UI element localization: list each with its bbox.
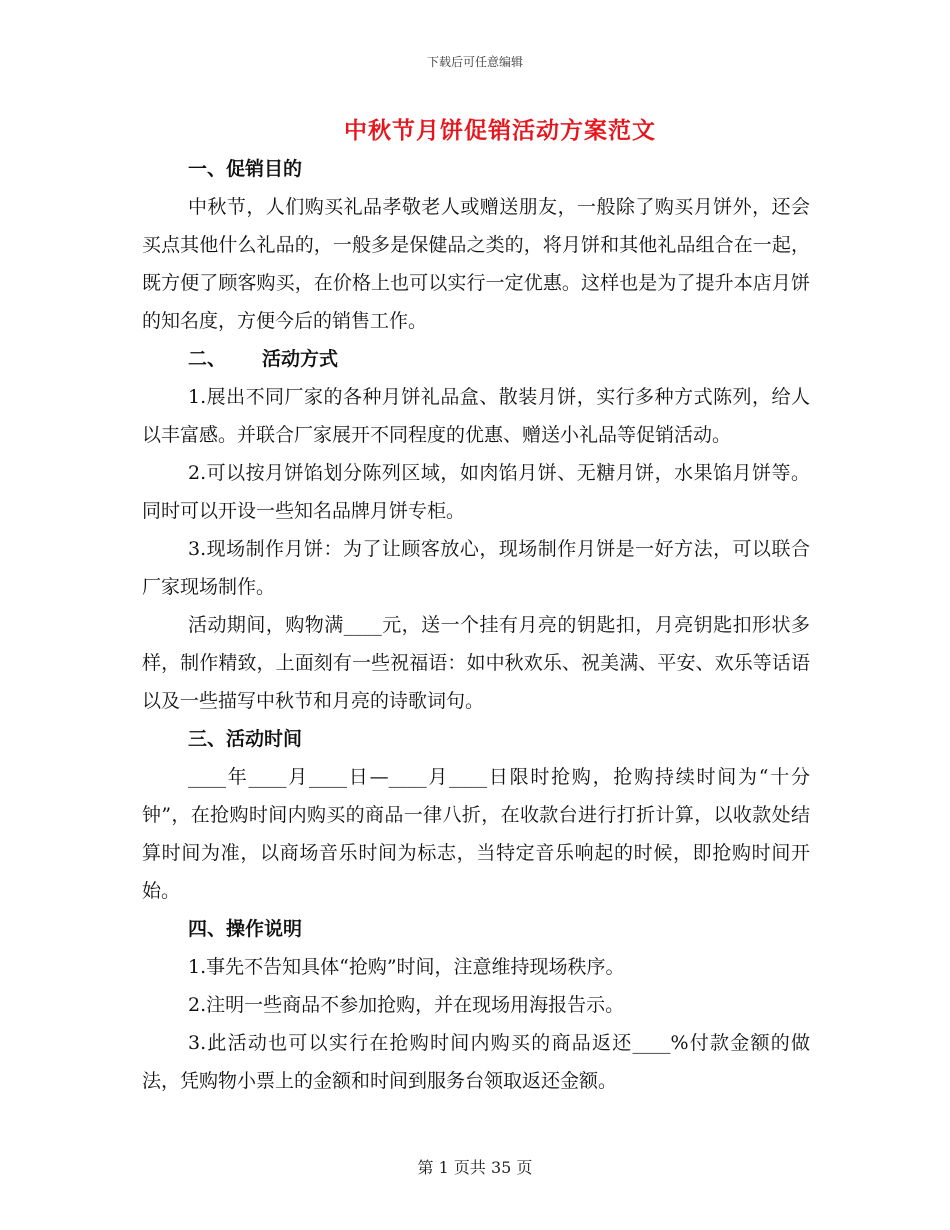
section-heading-4: 四、操作说明 [188,918,303,940]
section-heading-text: 活动方式 [262,348,339,370]
paragraph: 3.现场制作月饼：为了让顾客放心，现场制作月饼是一好方法，可以联合厂家现场制作。 [142,538,810,598]
section-heading-number: 二、 [188,348,227,370]
section-heading-1: 一、促销目的 [188,158,303,180]
paragraph: 1.事先不告知具体“抢购”时间，注意维持现场秩序。 [188,956,625,978]
paragraph: 3.此活动也可以实行在抢购时间内购买的商品返还____%付款金额的做法，凭购物小票上的金额和时间到服务台领取返还金额。 [142,1032,810,1092]
paragraph: 2.可以按月饼馅划分陈列区域，如肉馅月饼、无糖月饼，水果馅月饼等。同时可以开设一些知名品牌月饼专柜。 [142,462,810,522]
document-title: 中秋节月饼促销活动方案范文 [344,117,656,144]
paragraph: 2.注明一些商品不参加抢购，并在现场用海报告示。 [188,994,625,1016]
header-note: 下载后可任意编辑 [426,55,523,69]
page-footer: 第 1 页共 35 页 [417,1158,533,1177]
section-heading-2 [142,340,810,378]
document-body [142,150,810,1100]
paragraph: ____年____月____日—____月____日限时抢购，抢购持续时间为“十分钟”，在抢购时间内购买的商品一律八折，在收款台进行打折计算，以收款处结算时间为准，以商场音乐时间为标志，当特定音乐响起的时候，即抢购时间开始。 [142,766,810,902]
paragraph: 1.展出不同厂家的各种月饼礼品盒、散装月饼，实行多种方式陈列，给人以丰富感。并联合厂家展开不同程度的优惠、赠送小礼品等促销活动。 [142,386,810,446]
paragraph: 活动期间，购物满____元，送一个挂有月亮的钥匙扣，月亮钥匙扣形状多样，制作精致，上面刻有一些祝福语：如中秋欢乐、祝美满、平安、欢乐等话语以及一些描写中秋节和月亮的诗歌词句。 [142,614,810,712]
paragraph: 中秋节，人们购买礼品孝敬老人或赠送朋友，一般除了购买月饼外，还会买点其他什么礼品的，一般多是保健品之类的，将月饼和其他礼品组合在一起，既方便了顾客购买，在价格上也可以实行一定优惠。这样也是为了提升本店月饼的知名度，方便今后的销售工作。 [142,196,810,332]
section-heading-3: 三、活动时间 [188,728,303,750]
